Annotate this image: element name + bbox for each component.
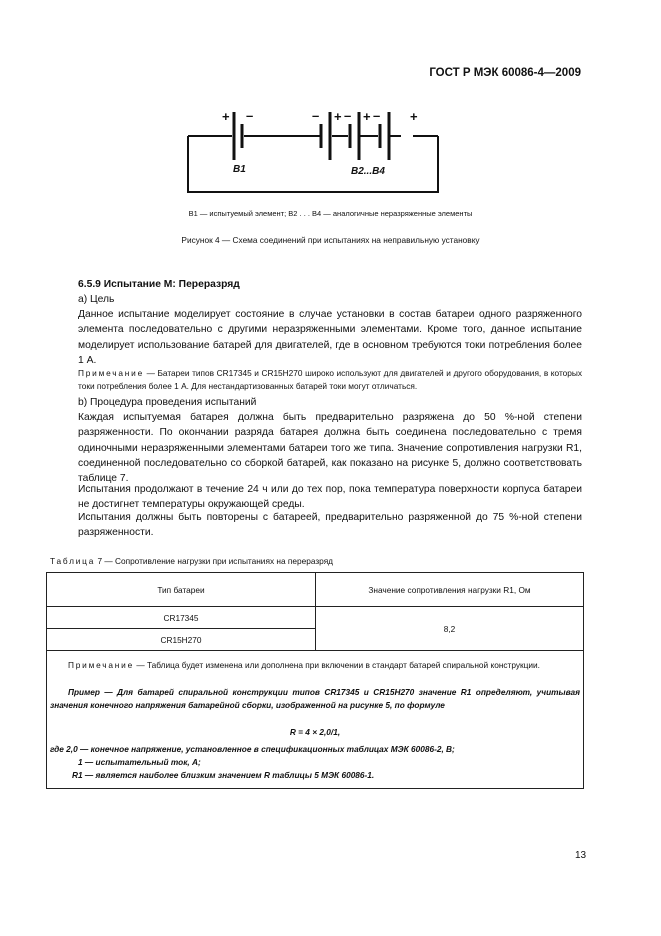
minus-sign: –	[312, 108, 320, 123]
example-text: Пример — Для батарей спиральной конструкции типов CR17345 и CR15H270 значение R1 определяют, учитывая значения конечного напряжения батарейной сборки, изображенной на рисунке 5, по формуле	[50, 687, 580, 710]
circuit-wire	[188, 136, 438, 192]
plus-sign: +	[363, 109, 371, 124]
minus-sign: –	[246, 108, 254, 123]
column-header-type: Тип батареи	[47, 573, 316, 607]
paragraph-repeat: Испытания должны быть повторены с батареей, предварительно разряженной до 75 %-ной степени разряженности.	[78, 512, 582, 539]
plus-sign: +	[222, 109, 230, 124]
table-cell-value: 8,2	[316, 607, 584, 651]
subsection-b-label: b) Процедура проведения испытаний	[78, 397, 257, 408]
paragraph-procedure: Каждая испытуемая батарея должна быть предварительно разряжена до 50 %-ной степени разряженности. По окончании разряда батарея должна быть соединена последовательно с тремя одиночными неразряженными элементами батареи того же типа. Значение сопротивления нагрузки R1, соединенной последовательно со сборкой батарей, как показано на рисунке 5, должно соответствовать таблице 7.	[78, 412, 582, 485]
note-label: Примечание	[78, 368, 145, 378]
column-header-resistance: Значение сопротивления нагрузки R1, Ом	[316, 573, 584, 607]
minus-sign: –	[344, 108, 352, 123]
label-b2-b4: B2...B4	[351, 166, 385, 177]
note-text: — Батареи типов CR17345 и CR15H270 широко используют для двигателей и другого оборудования, в которых токи потребления более 1 А. Для нестандартизованных батарей токи могут отличаться.	[78, 368, 582, 391]
figure-legend: B1 — испытуемый элемент; B2 . . . B4 — аналогичные неразряженные элементы	[188, 209, 473, 218]
formula: R = 4 × 2,0/1,	[289, 727, 341, 737]
table-note-label: Примечание	[68, 660, 135, 670]
formula-where-1: где 2,0 — конечное напряжение, установленное в спецификационных таблицах МЭК 60086-2, В;	[50, 744, 455, 754]
document-header: ГОСТ Р МЭК 60086-4—2009	[429, 67, 581, 79]
subsection-a-label: а) Цель	[78, 294, 115, 305]
table-note-text: — Таблица будет изменена или дополнена при включении в стандарт батарей спиральной конструкции.	[134, 660, 540, 670]
label-b1: B1	[233, 164, 246, 175]
paragraph-duration: Испытания продолжают в течение 24 ч или до тех пор, пока температура поверхности корпуса батареи не достигнет температуры окружающей среды.	[78, 484, 582, 511]
table-cell-type: CR15H270	[47, 629, 316, 651]
table-cell-type: CR17345	[47, 607, 316, 629]
table-title-label: Таблица	[50, 556, 96, 566]
figure-caption: Рисунок 4 — Схема соединений при испытаниях на неправильную установку	[181, 235, 480, 245]
plus-sign: +	[410, 109, 418, 124]
plus-sign: +	[334, 109, 342, 124]
table-title-text: 7 — Сопротивление нагрузки при испытаниях на переразряд	[95, 556, 334, 566]
formula-where-2: 1 — испытательный ток, А;	[78, 757, 201, 767]
formula-where-3: R1 — является наиболее близким значением R таблицы 5 МЭК 60086-1.	[72, 770, 375, 780]
note-1	[78, 367, 582, 392]
table-note	[50, 659, 580, 672]
table-title	[50, 556, 333, 566]
minus-sign: –	[373, 108, 381, 123]
circuit-diagram	[180, 98, 450, 203]
page-number: 13	[575, 850, 587, 861]
paragraph-purpose: Данное испытание моделирует состояние в случае установки в состав батареи одного разряженного элемента последовательно с другими неразряженными элементами. Кроме того, данное испытание моделирует использование батарей для двигателей, где в основном требуются токи потребления более 1 А.	[78, 309, 582, 366]
section-heading: 6.5.9 Испытание M: Переразряд	[78, 279, 240, 290]
